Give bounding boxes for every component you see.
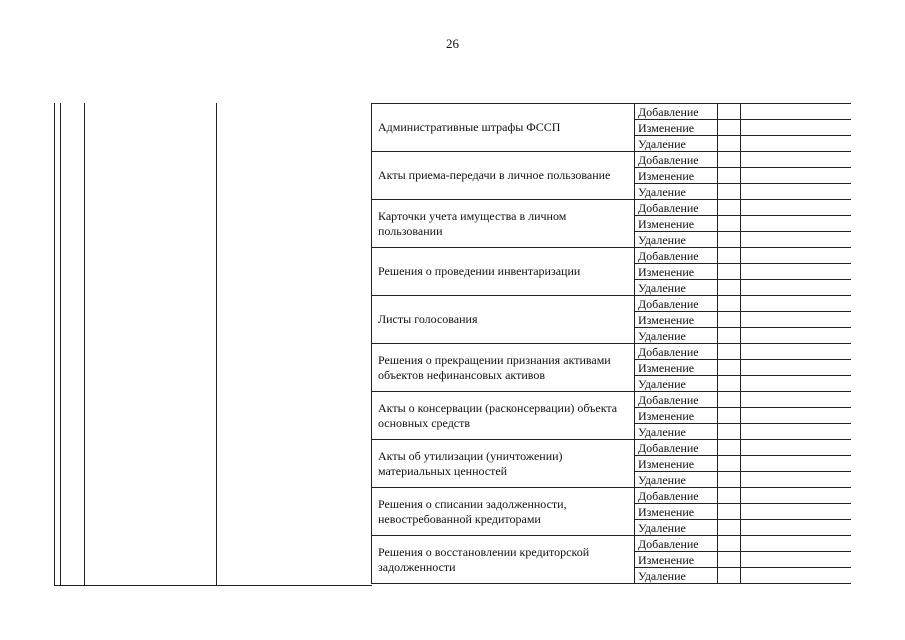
empty-cell xyxy=(718,440,741,456)
empty-cell xyxy=(718,152,741,168)
empty-cell xyxy=(718,264,741,280)
table-row xyxy=(372,152,852,168)
empty-cell xyxy=(741,104,852,120)
operation-cell: Добавление xyxy=(635,344,718,360)
table-row xyxy=(372,200,852,216)
empty-cell xyxy=(718,376,741,392)
document-type-cell: Акты об утилизации (уничтожении) материальных ценностей xyxy=(372,440,635,488)
empty-cell xyxy=(741,216,852,232)
operation-cell: Добавление xyxy=(635,488,718,504)
operation-cell: Удаление xyxy=(635,568,718,584)
empty-cell xyxy=(741,408,852,424)
empty-cell xyxy=(718,536,741,552)
operation-cell: Изменение xyxy=(635,120,718,136)
empty-cell xyxy=(741,200,852,216)
empty-cell xyxy=(741,168,852,184)
empty-cell xyxy=(741,296,852,312)
document-table xyxy=(371,103,851,584)
empty-cell xyxy=(741,440,852,456)
operation-cell: Изменение xyxy=(635,552,718,568)
empty-cell xyxy=(718,504,741,520)
empty-cell xyxy=(741,136,852,152)
empty-cell xyxy=(718,168,741,184)
operation-cell: Добавление xyxy=(635,536,718,552)
empty-cell xyxy=(718,216,741,232)
empty-cell xyxy=(718,424,741,440)
operation-cell: Изменение xyxy=(635,312,718,328)
empty-cell xyxy=(741,472,852,488)
table-column-divider xyxy=(60,103,61,586)
empty-cell xyxy=(741,120,852,136)
empty-cell xyxy=(718,472,741,488)
empty-cell xyxy=(718,456,741,472)
operation-cell: Изменение xyxy=(635,408,718,424)
page-number: 26 xyxy=(446,36,459,51)
document-type-cell: Решения о списании задолженности, невостребованной кредиторами xyxy=(372,488,635,536)
empty-cell xyxy=(741,232,852,248)
empty-cell xyxy=(741,360,852,376)
operation-cell: Изменение xyxy=(635,216,718,232)
empty-cell xyxy=(718,120,741,136)
empty-cell xyxy=(741,424,852,440)
operation-cell: Удаление xyxy=(635,184,718,200)
empty-cell xyxy=(741,184,852,200)
table-row xyxy=(372,392,852,408)
empty-cell xyxy=(718,248,741,264)
table-row xyxy=(372,536,852,552)
empty-cell xyxy=(718,232,741,248)
table-row xyxy=(372,104,852,120)
document-type-cell: Решения о восстановлении кредиторской задолженности xyxy=(372,536,635,584)
document-type-cell: Акты о консервации (расконсервации) объекта основных средств xyxy=(372,392,635,440)
document-type-cell: Карточки учета имущества в личном пользовании xyxy=(372,200,635,248)
operation-cell: Изменение xyxy=(635,264,718,280)
operation-cell: Добавление xyxy=(635,104,718,120)
empty-cell xyxy=(718,280,741,296)
operation-cell: Удаление xyxy=(635,472,718,488)
empty-cell xyxy=(741,568,852,584)
empty-cell xyxy=(741,248,852,264)
operation-cell: Изменение xyxy=(635,360,718,376)
document-type-cell: Решения о прекращении признания активами объектов нефинансовых активов xyxy=(372,344,635,392)
empty-cell xyxy=(741,344,852,360)
empty-cell xyxy=(718,520,741,536)
empty-cell xyxy=(741,504,852,520)
table-row xyxy=(372,296,852,312)
operation-cell: Удаление xyxy=(635,376,718,392)
operation-cell: Изменение xyxy=(635,504,718,520)
table-row xyxy=(372,440,852,456)
operation-cell: Удаление xyxy=(635,280,718,296)
operation-cell: Удаление xyxy=(635,520,718,536)
empty-cell xyxy=(741,552,852,568)
empty-cell xyxy=(718,568,741,584)
empty-cell xyxy=(718,360,741,376)
empty-cell xyxy=(718,136,741,152)
operation-cell: Удаление xyxy=(635,136,718,152)
empty-cell xyxy=(741,520,852,536)
empty-cell xyxy=(741,264,852,280)
operation-cell: Добавление xyxy=(635,392,718,408)
empty-cell xyxy=(718,312,741,328)
empty-cell xyxy=(741,280,852,296)
operation-cell: Удаление xyxy=(635,424,718,440)
table-row xyxy=(372,344,852,360)
empty-cell xyxy=(718,296,741,312)
operation-cell: Добавление xyxy=(635,440,718,456)
empty-cell xyxy=(741,328,852,344)
operation-cell: Добавление xyxy=(635,200,718,216)
operation-cell: Удаление xyxy=(635,232,718,248)
empty-cell xyxy=(718,552,741,568)
operation-cell: Добавление xyxy=(635,248,718,264)
empty-cell xyxy=(718,488,741,504)
table-bottom-border xyxy=(54,585,372,586)
empty-cell xyxy=(741,536,852,552)
table-row xyxy=(372,488,852,504)
document-type-cell: Акты приема-передачи в личное пользование xyxy=(372,152,635,200)
table-left-border xyxy=(54,103,55,586)
operation-cell: Добавление xyxy=(635,296,718,312)
empty-cell xyxy=(741,488,852,504)
operation-cell: Добавление xyxy=(635,152,718,168)
empty-cell xyxy=(718,392,741,408)
empty-cell xyxy=(741,312,852,328)
empty-cell xyxy=(741,392,852,408)
empty-cell xyxy=(741,456,852,472)
empty-cell xyxy=(741,152,852,168)
operation-cell: Изменение xyxy=(635,456,718,472)
operation-cell: Удаление xyxy=(635,328,718,344)
empty-cell xyxy=(741,376,852,392)
empty-cell xyxy=(718,184,741,200)
document-type-cell: Решения о проведении инвентаризации xyxy=(372,248,635,296)
empty-cell xyxy=(718,200,741,216)
empty-cell xyxy=(718,344,741,360)
table-column-divider xyxy=(216,103,217,586)
empty-cell xyxy=(718,104,741,120)
empty-cell xyxy=(718,328,741,344)
document-type-cell: Административные штрафы ФССП xyxy=(372,104,635,152)
empty-cell xyxy=(718,408,741,424)
table-row xyxy=(372,248,852,264)
table-column-divider xyxy=(84,103,85,586)
operation-cell: Изменение xyxy=(635,168,718,184)
document-type-cell: Листы голосования xyxy=(372,296,635,344)
